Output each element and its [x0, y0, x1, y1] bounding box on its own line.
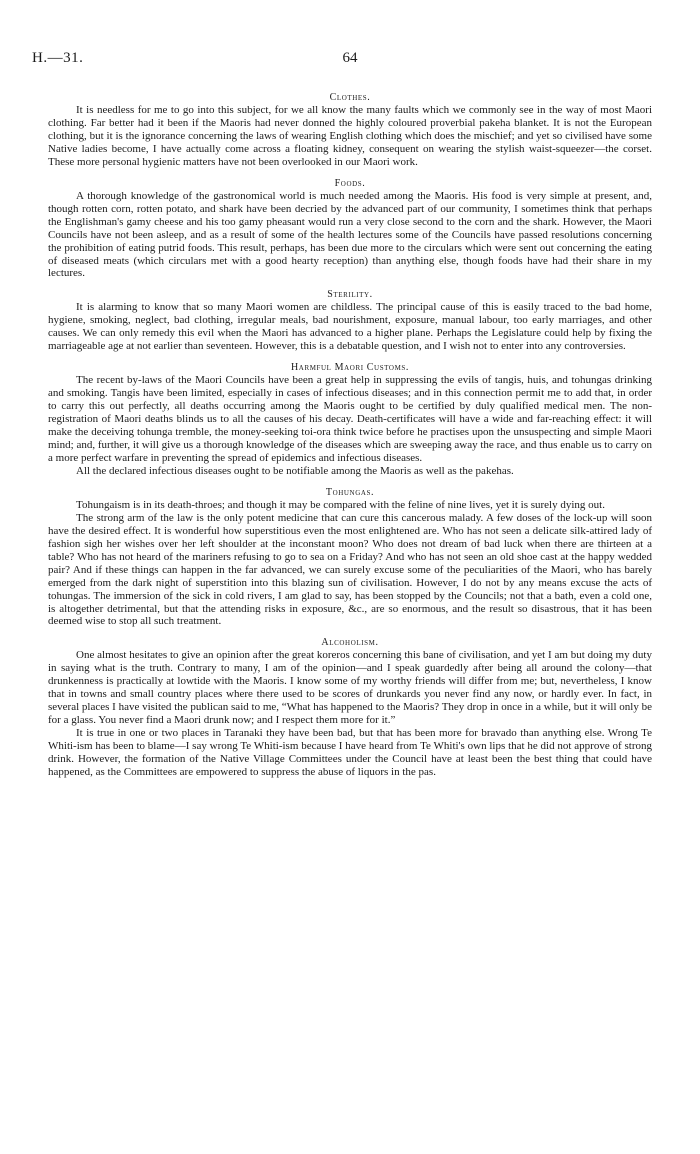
paragraph: A thorough knowledge of the gastronomical world is much needed among the Maoris. His food is very simple at present, and, though rotten corn, rotten potato, and shark have been decried by the advanced part of our community, I sometimes think that perhaps the Englishman's gamy cheese and his too gamy pheasant would run a very close second to the corn and the shark. However, the Maori Councils have not been asleep, and as a result of some of the health lectures some of the Councils have passed resolutions concerning the prohibition of eating putrid foods. This result, perhaps, has been due more to the circulars which were sent out concerning the eating of diseased meats (which circulars met with a good hearty reception) than anything else, though foods have had their share in my lectures.: [48, 189, 652, 280]
paragraph: All the declared infectious diseases ought to be notifiable among the Maoris as well as the pakehas.: [76, 464, 514, 477]
section-clothes: [48, 91, 652, 169]
section-heading: Foods.: [334, 177, 366, 189]
document-body: [48, 91, 652, 779]
page-number: 64: [342, 50, 358, 66]
paragraph: It is alarming to know that so many Maori women are childless. The principal cause of this is easily traced to the bad home, hygiene, smoking, neglect, bad clothing, irregular meals, bad nourishment, exposure, manual labour, too early marriages, and other causes. We can only remedy this evil when the Maori has advanced to a higher plane. Perhaps the Legislature could help by fixing the marriageable age at not earlier than seventeen. However, this is a debatable question, and I wish not to enter into any controversies.: [48, 301, 652, 353]
paragraph: It is needless for me to go into this subject, for we all know the many faults which we commonly see in the way of most Maori clothing. Far better had it been if the Maoris had never donned the highly coloured proverbial pakeha blanket. It is not the European clothing, but it is the ignorance concerning the laws of wearing English clothing which does the mischief; and yet so civilised have some Native ladies become, I have actually come across a floating kidney, consequent on wearing the stylish waist-squeezer—the corset. These more personal hygienic matters have not been overlooked in our Maori work.: [48, 104, 652, 168]
section-heading: Harmful Maori Customs.: [290, 362, 410, 374]
paragraph: It is true in one or two places in Taranaki they have been bad, but that has been more for bravado than anything else. Wrong Te Whiti-ism has been to blame—I say wrong Te Whiti-ism because I have heard from Te Whiti's own lips that he did not approve of strong drink. However, the formation of the Native Village Committees under the Council have at least been the best thing that could have happened, as the Committees are empowered to suppress the abuse of liquors in the pas.: [48, 727, 652, 778]
document-reference: H.—31.: [32, 50, 84, 66]
section-sterility: [48, 288, 652, 353]
section-tohungas: [48, 486, 652, 629]
paragraph: The recent by-laws of the Maori Councils have been a great help in suppressing the evils of tangis, huis, and tohungas drinking and smoking. Tangis have been limited, especially in cases of infectious diseases; and in this connection permit me to add that, in order to carry this out perfectly, all deaths occurring among the Maoris ought to be certified by duly qualified medical men. The non-registration of Maori deaths blinds us to all the causes of his decay. Death-certificates will have a wide and far-reaching effect: it will make the deceiving tohunga tremble, the money-seeking toi-ora think twice before he practises upon the unsuspecting and simple Maori mind; and, further, it will give us a thorough knowledge of the diseases which are sweeping away the race, and thus enable us to carry on a more perfect warfare in preventing the spread of epidemics and infectious diseases.: [48, 374, 652, 464]
section-heading: Clothes.: [329, 92, 371, 103]
section-heading: Sterility.: [327, 289, 373, 301]
section-heading: Alcoholism.: [321, 637, 379, 649]
section-alcoholism: [48, 636, 652, 779]
section-harmful-maori-customs: [48, 361, 652, 478]
section-foods: [48, 177, 652, 281]
paragraph: The strong arm of the law is the only potent medicine that can cure this cancerous malady. A few doses of the lock-up will soon have the desired effect. It is wonderful how superstitious even the most enlightened are. Who has not seen a delicate silk-attired lady of fashion sigh her wishes over her left shoulder at the inconstant moon? Who does not dream of bad luck when there are thirteen at a table? Who has not heard of the mariners refusing to go to sea on a Friday? And who has not seen an old shoe cast at the happy wedded pair? And if these things can happen in the far advanced, we can surely excuse some of the peculiarities of the Maori, who has barely emerged from the dark night of superstition into this blazing sun of civilisation. However, I do not by any means excuse the acts of tohungas. The immersion of the sick in cold rivers, I am glad to say, has been stopped by the Councils; not that a bath, even a cold one, is altogether detrimental, but that the attending risks in exposure, &c., are so enormous, and the result so disastrous, that it has been deemed wise to stop all such treatment.: [48, 511, 652, 628]
section-heading: Tohungas.: [325, 486, 375, 498]
paragraph: Tohungaism is in its death-throes; and though it may be compared with the feline of nine lives, yet it is surely dying out.: [76, 498, 605, 511]
page-header: [32, 50, 668, 72]
paragraph: One almost hesitates to give an opinion after the great koreros concerning this bane of civilisation, and yet I am but doing my duty in saying what is the truth. Contrary to many, I am of the opinion—and I speak guardedly after being all around the colony—that drunkenness is practically at lowtide with the Maoris. I know some of my worthy friends will differ from me; but, nevertheless, I know that in towns and small country places where there used to be scores of drunkards you never find any now, or hardly ever. In fact, in several places I have visited the publican said to me, “What has happened to the Maoris? They drop in once in a while, but it will only be for a glass. You never find a Maori drunk now; and I respect them more for it.”: [48, 649, 652, 727]
